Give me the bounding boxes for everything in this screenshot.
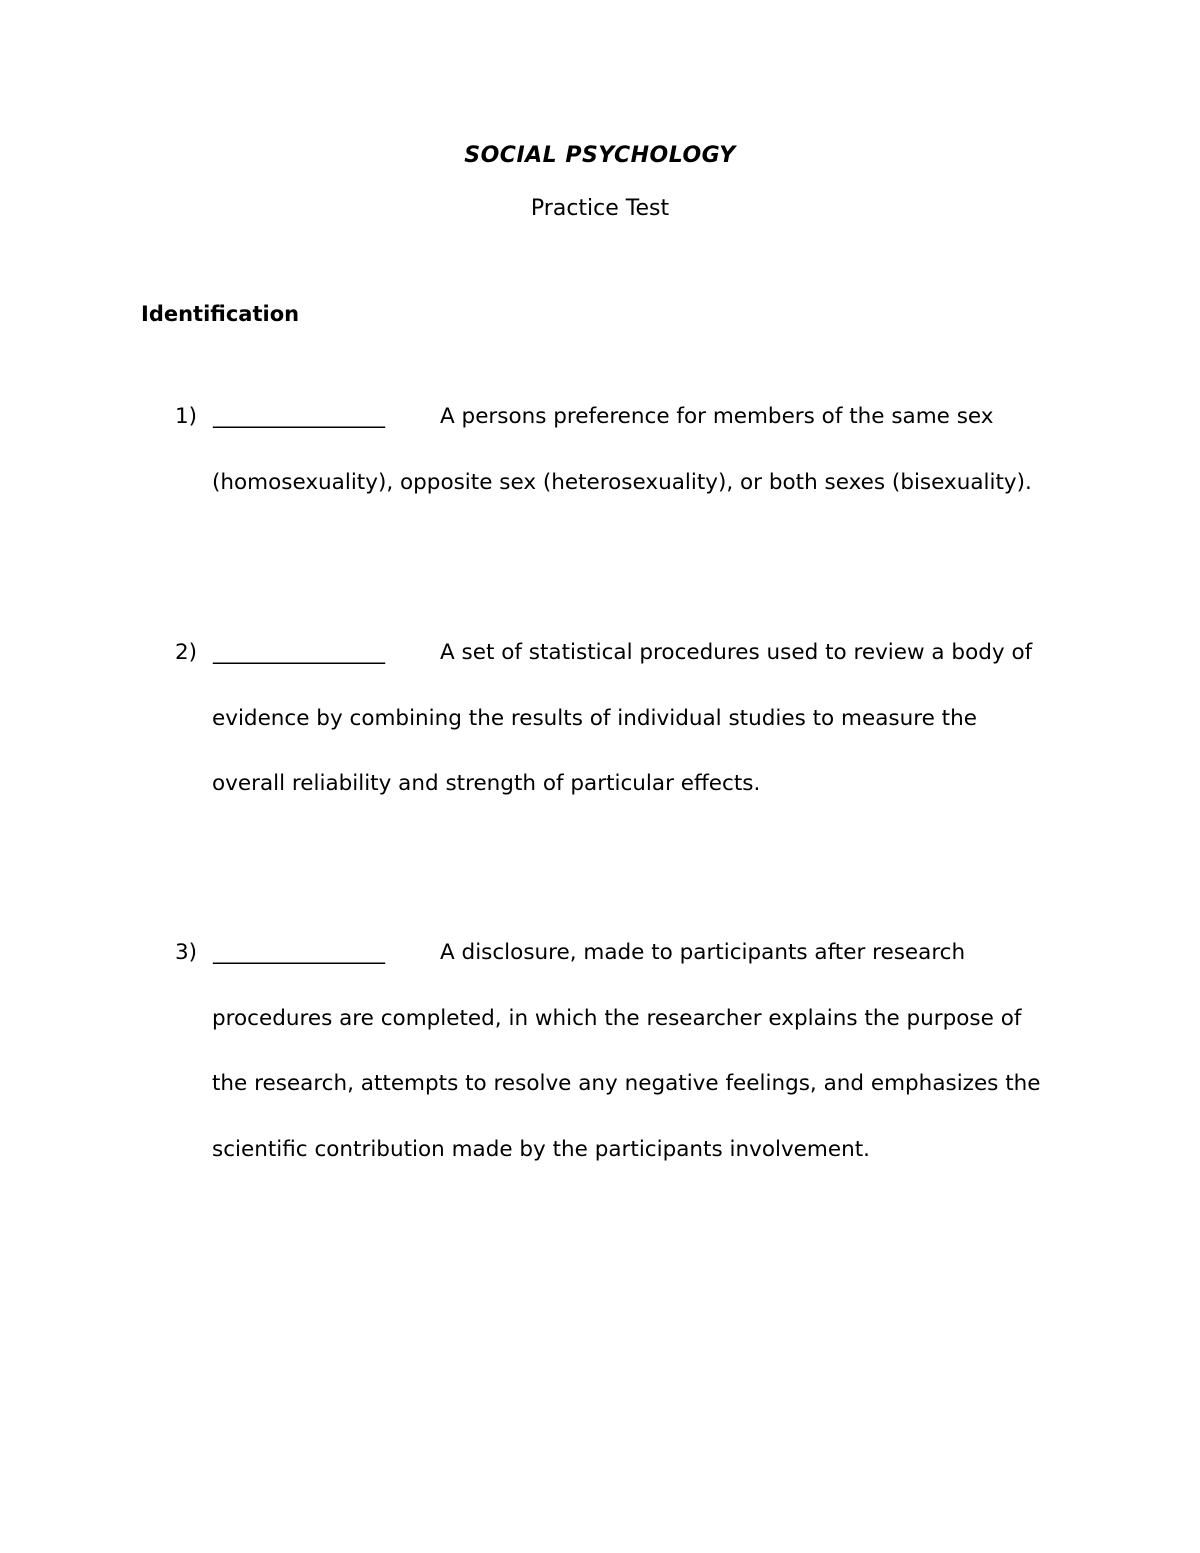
answer-blank: ________________ xyxy=(213,404,385,429)
question-number: 1) xyxy=(175,404,198,429)
question-text-line: overall reliability and strength of particular effects. xyxy=(212,771,761,796)
question-text-line: evidence by combining the results of individual studies to measure the xyxy=(212,706,977,731)
question-text-line: A persons preference for members of the same sex xyxy=(440,404,994,429)
question-text-line: (homosexuality), opposite sex (heterosexuality), or both sexes (bisexuality). xyxy=(212,470,1032,495)
question-number: 2) xyxy=(175,640,198,665)
question-number: 3) xyxy=(175,940,198,965)
question-text-line: the research, attempts to resolve any negative feelings, and emphasizes the xyxy=(212,1071,1041,1096)
page-title: SOCIAL PSYCHOLOGY xyxy=(464,143,736,168)
question-text-line: A set of statistical procedures used to review a body of xyxy=(440,640,1033,665)
section-heading: Identification xyxy=(141,302,300,326)
answer-blank: ________________ xyxy=(213,640,385,665)
answer-blank: ________________ xyxy=(213,940,385,965)
page-subtitle: Practice Test xyxy=(530,196,670,221)
question-text-line: A disclosure, made to participants after research xyxy=(440,940,966,965)
question-text-line: scientific contribution made by the participants involvement. xyxy=(212,1137,870,1162)
question-text-line: procedures are completed, in which the researcher explains the purpose of xyxy=(212,1006,1022,1031)
